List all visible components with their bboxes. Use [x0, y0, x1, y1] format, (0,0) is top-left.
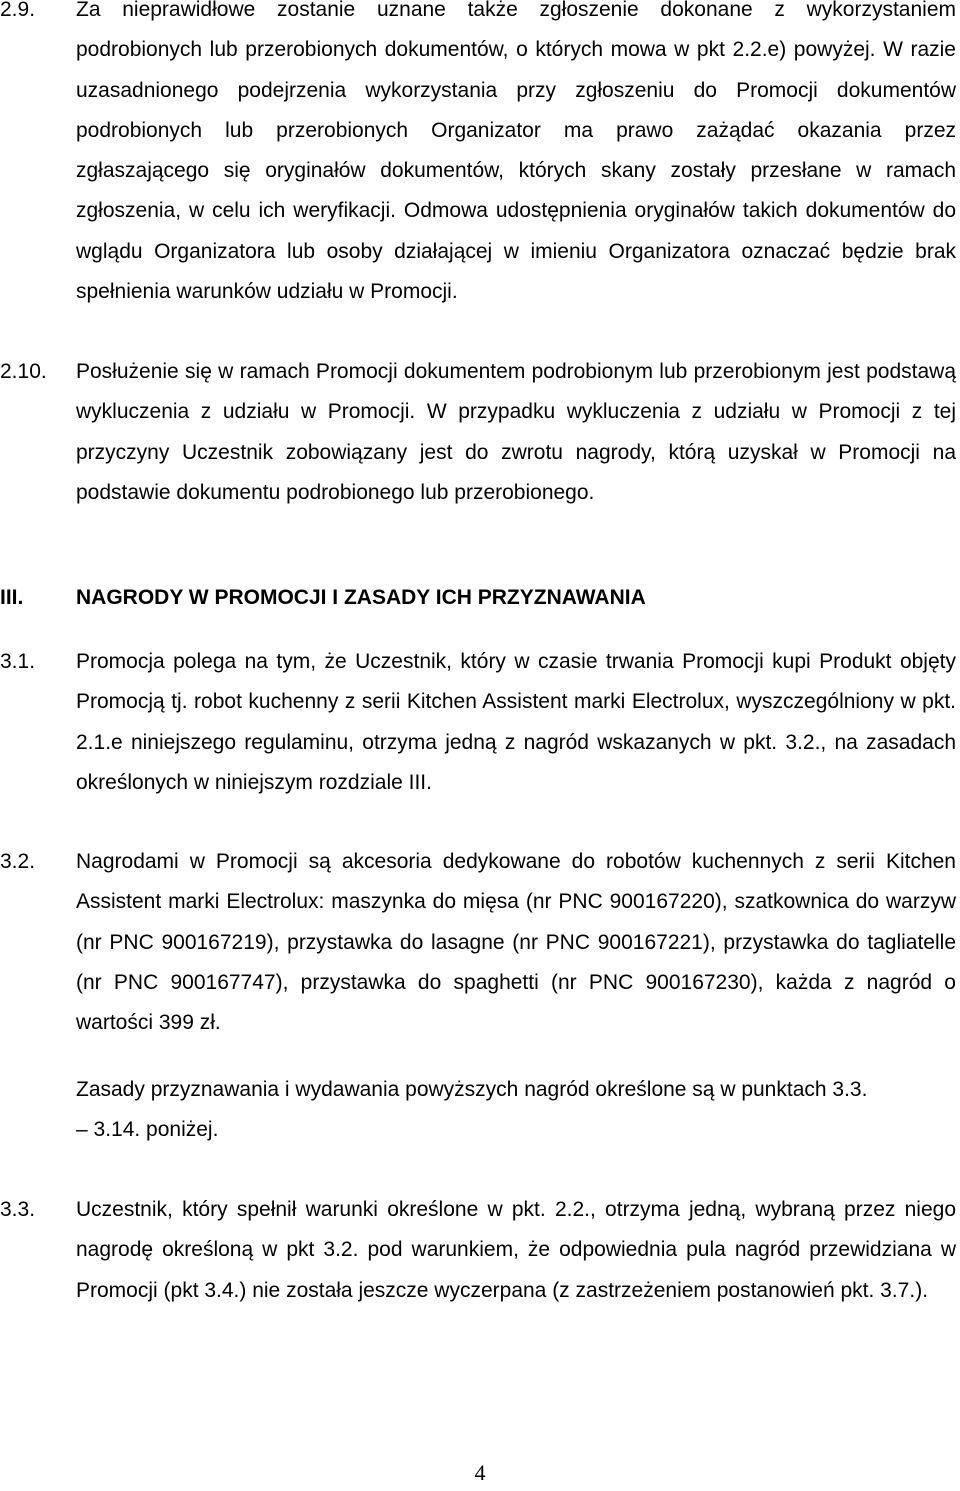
section-number: 3.3.: [0, 1198, 36, 1221]
section-2-9: [0, 0, 956, 312]
chapter-title: NAGRODY W PROMOCJI I ZASADY ICH PRZYZNAWANIA: [76, 586, 646, 609]
section-3-2-note-line-1: Zasady przyznawania i wydawania powyższych nagród określone są w punktach 3.3.: [76, 1078, 868, 1101]
section-text: Promocja polega na tym, że Uczestnik, który w czasie trwania Promocji kupi Produkt objęty Promocją tj. robot kuchenny z serii Kitchen Assistent marki Electrolux, wyszczególniony w pkt. 2.1.e niniejszego regulaminu, otrzyma jedną z nagród wskazanych w pkt. 3.2., na zasadach określonych w niniejszym rozdziale III.: [76, 650, 956, 794]
section-3-2: [0, 842, 956, 1043]
chapter-heading: [0, 578, 956, 618]
section-number: 2.9.: [0, 0, 36, 21]
chapter-number: III.: [0, 586, 24, 609]
section-3-1: [0, 642, 956, 803]
section-2-10: [0, 352, 956, 513]
section-text: Posłużenie się w ramach Promocji dokumentem podrobionym lub przerobionym jest podstawą wykluczenia z udziału w Promocji. W przypadku wykluczenia z udziału w Promocji z tej przyczyny Uczestnik zobowiązany jest do zwrotu nagrody, którą uzyskał w Promocji na podstawie dokumentu podrobionego lub przerobionego.: [76, 360, 956, 504]
section-number: 3.2.: [0, 850, 36, 873]
section-text: Nagrodami w Promocji są akcesoria dedykowane do robotów kuchennych z serii Kitchen Assistent marki Electrolux: maszynka do mięsa (nr PNC 900167220), szatkownica do warzyw (nr PNC 900167219), przystawka do lasagne (nr PNC 900167221), przystawka do tagliatelle (nr PNC 900167747), przystawka do spaghetti (nr PNC 900167230), każda z nagród o wartości 399 zł.: [76, 850, 956, 1035]
section-text: Za nieprawidłowe zostanie uznane także zgłoszenie dokonane z wykorzystaniem podrobionych lub przerobionych dokumentów, o których mowa w pkt 2.2.e) powyżej. W razie uzasadnionego podejrzenia wykorzystania przy zgłoszeniu do Promocji dokumentów podrobionych lub przerobionych Organizator ma prawo zażądać okazania przez zgłaszającego się oryginałów dokumentów, których skany zostały przesłane w ramach zgłoszenia, w celu ich weryfikacji. Odmowa udostępnienia oryginałów takich dokumentów do wglądu Organizatora lub osoby działającej w imieniu Organizatora oznaczać będzie brak spełnienia warunków udziału w Promocji.: [76, 0, 956, 304]
section-3-3: [0, 1190, 956, 1311]
section-3-2-note-line-2: – 3.14. poniżej.: [76, 1118, 219, 1141]
page-number: 4: [474, 1460, 486, 1485]
section-number: 2.10.: [0, 360, 47, 383]
section-text: Uczestnik, który spełnił warunki określone w pkt. 2.2., otrzyma jedną, wybraną przez niego nagrodę określoną w pkt 3.2. pod warunkiem, że odpowiednia pula nagród przewidziana w Promocji (pkt 3.4.) nie została jeszcze wyczerpana (z zastrzeżeniem postanowień pkt. 3.7.).: [76, 1198, 956, 1302]
section-number: 3.1.: [0, 650, 36, 673]
